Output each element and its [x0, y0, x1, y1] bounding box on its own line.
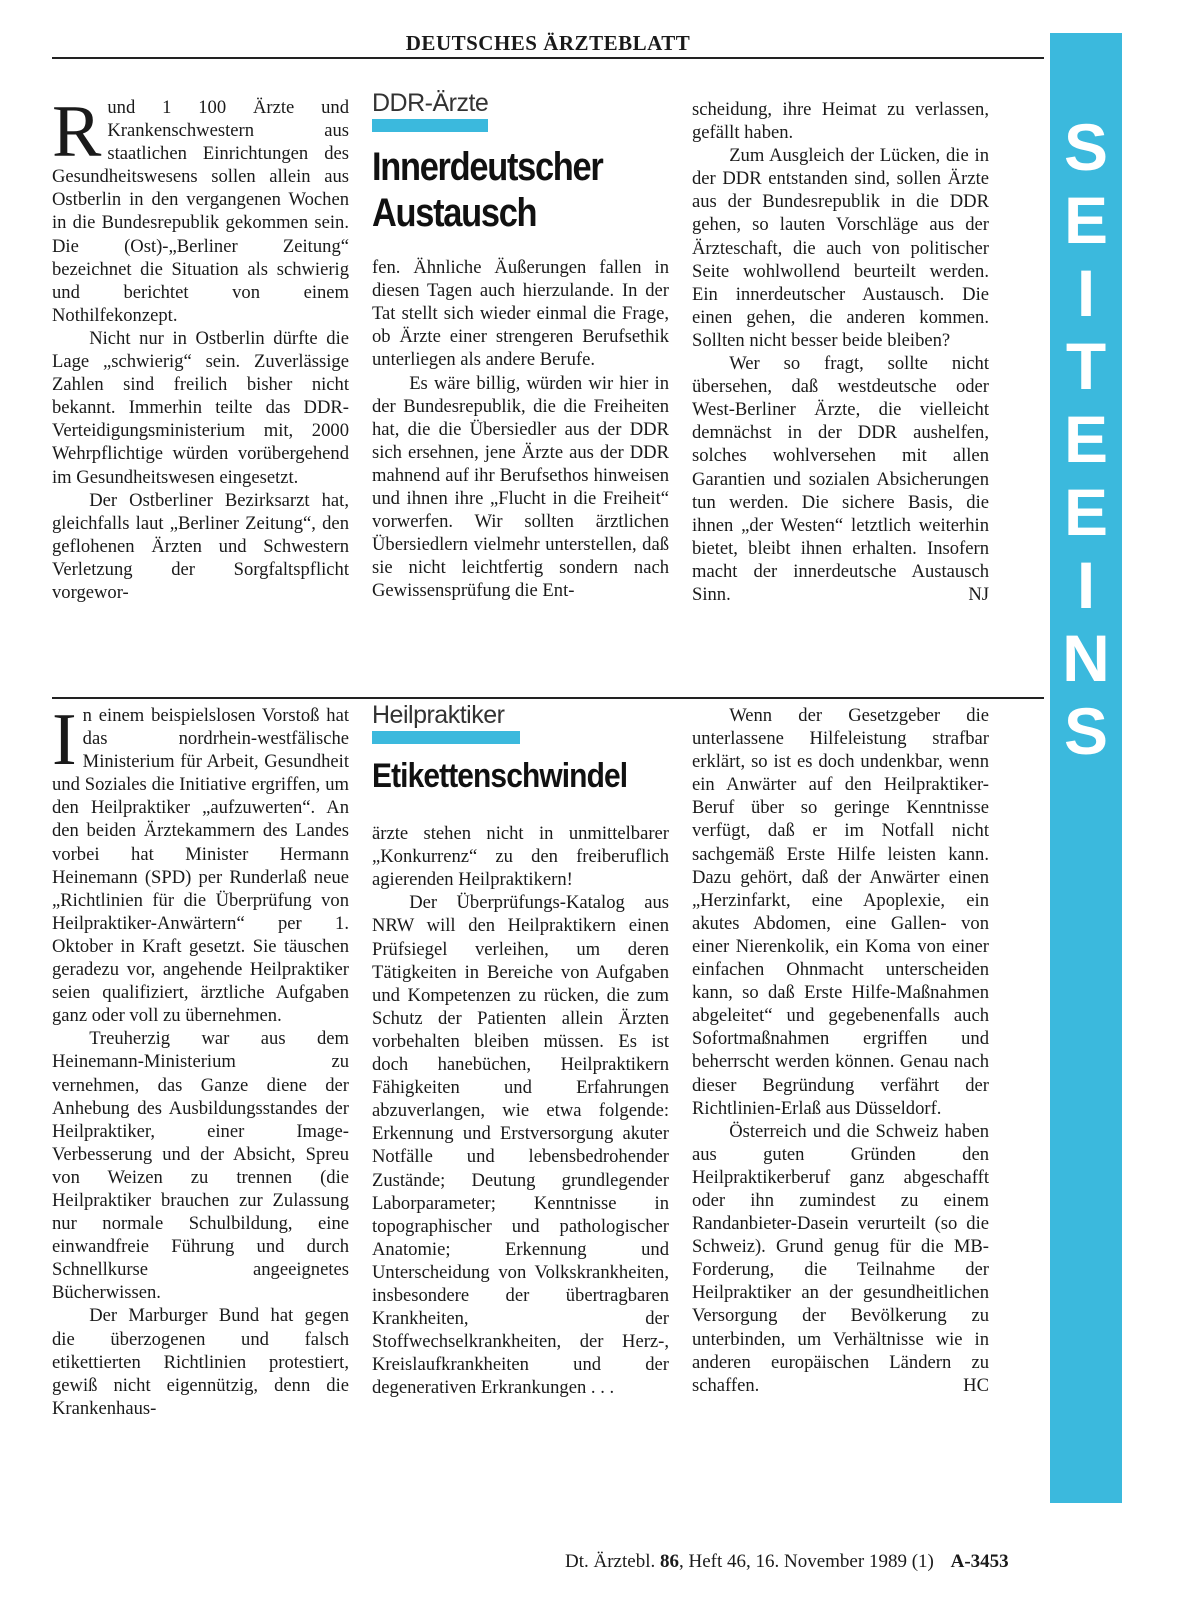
footer-journal: Dt. Ärztebl. — [565, 1551, 656, 1572]
article2-signature: HC — [963, 1374, 989, 1396]
article1-paragraph: Der Ostberliner Bezirksarzt hat, gleichfalls laut „Berliner Zeitung“, den geflohenen Ärzten und Schwestern Verletzung der Sorgfaltspflicht vorgewor- — [52, 489, 349, 603]
article1-paragraph: Es wäre billig, würden wir hier in der Bundesrepublik, die die Freiheiten hat, die die Übersiedler aus der DDR sich ersehnen, jene Ärzte aus der DDR mahnend auf ihr Berufsethos hinweisen und ihnen ihre „Flucht in die Freiheit“ vorwerfen. Wir sollten ärztlichen Übersiedlern vielmehr unterstellen, daß sie nicht leichtfertig sondern nach Gewissensprüfung die Ent- — [372, 372, 669, 602]
article1-paragraph: Zum Ausgleich der Lücken, die in der DDR entstanden sind, sollen Ärzte aus der Bundesrepublik in die DDR gehen, so lauten Vorschläge aus der Ärzteschaft, die auch von politischer Seite wohlwollend beurteilt werden. Ein innerdeutscher Austausch. Die einen gehen, die anderen kommen. Sollten nicht besser beide bleiben? — [692, 145, 989, 351]
article1-column3 — [692, 98, 989, 606]
article2-column2 — [372, 701, 669, 1399]
article2-paragraph: ärzte stehen nicht in unmittelbarer „Konkurrenz“ zu den freiberuflich agierenden Heilpraktikern! — [372, 823, 669, 891]
article2-paragraph: Treuherzig war aus dem Heinemann-Ministerium zu vernehmen, das Ganze diene der Anhebung des Ausbildungsstandes der Heilpraktiker, einer Image-Verbesserung und der Absicht, Spreu von Weizen zu trennen (die Heilpraktiker brauchen zur Zulassung nur normale Schulbildung, eine einwandfreie Führung und durch Schnellkurse angeeignetes Bücherwissen. — [52, 1028, 349, 1304]
footer-volume: 86 — [659, 1551, 679, 1572]
top-rule — [52, 57, 1044, 59]
article2-dropcap: I — [52, 699, 77, 781]
sidebar-letter: N — [1062, 621, 1110, 695]
sidebar-letter: T — [1065, 329, 1107, 403]
sidebar-letter: I — [1076, 256, 1096, 330]
article2-paragraph: Der Marburger Bund hat gegen die überzogenen und falsch etikettierten Richtlinien protestiert, gewiß nicht eigennützig, denn die Krankenhaus- — [52, 1305, 349, 1419]
article1-paragraph: scheidung, ihre Heimat zu verlassen, gefällt haben. — [692, 99, 989, 144]
sidebar-letter: E — [1063, 475, 1109, 549]
article1-paragraph: Nicht nur in Ostberlin dürfte die Lage „schwierig“ sein. Zuverlässige Zahlen sind freilich bisher nicht bekannt. Immerhin teilte das DDR-Verteidigungsministerium mit, 2000 Wehrpflichtige würden vorübergehend im Gesundheitswesen eingesetzt. — [52, 327, 349, 488]
article1-headline-line1: Innerdeutscher — [372, 145, 603, 190]
article1-paragraph: Wer so fragt, sollte nicht übersehen, daß westdeutsche oder West-Berliner Ärzte, die vielleicht demnächst in der DDR aushelfen, solches wohlversehen mit allen Garantien und sozialen Absicherungen tun werden. Die sichere Basis, die ihnen „der Westen“ letztlich weiterhin bietet, bleibt ihnen erhalten. Insofern macht der innerdeutsche Austausch Sinn. — [692, 353, 989, 605]
article2-paragraph: n einem beispielslosen Vorstoß hat das nordrhein-westfälische Ministerium für Arbeit, Gesundheit und Soziales die Initiative ergriffen, um den Heilpraktiker „aufzuwerten“. An den beiden Ärztekammern des Landes vorbei hat Minister Hermann Heinemann (SPD) per Runderlaß neue „Richtlinien für die Überprüfung von Heilpraktiker-Anwärtern“ per 1. Oktober in Kraft gesetzt. Sie täuschen geradezu vor, angehende Heilpraktiker seien qualifiziert, ärztliche Aufgaben ganz oder voll zu übernehmen. — [52, 705, 349, 1027]
sidebar-letter: E — [1063, 402, 1109, 476]
page-number: A-3453 — [950, 1551, 1009, 1572]
sidebar-letter: S — [1063, 694, 1109, 768]
article2-paragraph: Der Überprüfungs-Katalog aus NRW will den Heilpraktikern einen Prüfsiegel verleihen, um deren Tätigkeiten in Bereiche von Aufgaben und Kompetenzen zu rücken, die zum Schutz der Patienten allein Ärzten vorbehalten bleiben müssen. Es ist doch hanebüchen, Heilpraktikern Fähigkeiten und Erfahrungen abzuverlangen, wie etwa folgende: Erkennung und Erstversorgung akuter Notfälle und lebensbedrohender Zustände; Deutung grundlegender Laborparameter; Kenntnisse in topographischer und pathologischer Anatomie; Erkennung und Unterscheidung von Volkskrankheiten, insbesondere der übertragbaren Krankheiten, der Stoffwechselkrankheiten, der Herz-, Kreislaufkrankheiten und der degenerativen Erkrankungen . . . — [372, 892, 669, 1399]
footer-issue: , Heft 46, 16. November 1989 (1) — [678, 1551, 934, 1572]
article1-paragraph: und 1 100 Ärzte und Krankenschwestern aus staatlichen Einrichtungen des Gesundheitswesens sollen allein aus Ostberlin in den vergangenen Wochen in die Bundesrepublik gekommen sein. Die (Ost)-„Berliner Zeitung“ bezeichnet die Situation als schwierig und berichtet von einem Nothilfekonzept. — [52, 97, 349, 326]
article1-kicker: DDR-Ärzte — [372, 89, 489, 117]
masthead: DEUTSCHES ÄRZTEBLATT — [405, 31, 691, 55]
article2-kicker: Heilpraktiker — [372, 701, 505, 729]
seite-eins-sidebar — [1050, 33, 1122, 1503]
middle-rule — [52, 697, 1044, 699]
sidebar-letter: S — [1063, 110, 1109, 184]
article1-column1 — [52, 91, 349, 604]
sidebar-letter: I — [1076, 548, 1096, 622]
page-footer — [565, 1551, 1085, 1573]
article2-column3 — [692, 704, 989, 1397]
article2-paragraph: Wenn der Gesetzgeber die unterlassene Hilfeleistung strafbar erklärt, so ist es doch undenkbar, wenn ein Anwärter auf den Heilpraktiker-Beruf über so geringe Kenntnisse verfügt, daß er im Notfall nicht sachgemäß Erste Hilfe leisten kann. Dazu gehört, daß der Anwärter einen „Herzinfarkt, eine Apoplexie, ein akutes Abdomen, eine Gallen- von einer Nierenkolik, ein Koma von einer einfachen Ohnmacht unterscheiden kann, so daß Erste Hilfe-Maßnahmen abgeleitet“ und gegebenenfalls auch Sofortmaßnahmen ergriffen und beherrscht werden können. Genau nach dieser Begründung verfährt der Richtlinien-Erlaß aus Düsseldorf. — [692, 705, 989, 1119]
article1-dropcap: R — [52, 91, 102, 173]
article2-paragraph: Österreich und die Schweiz haben aus guten Gründen den Heilpraktikerberuf ganz abgeschafft oder ihn zumindest zu einem Randanbieter-Dasein verurteilt (so die Schweiz). Grund genug für die MB-Forderung, die Teilnahme der Heilpraktiker an der gesundheitlichen Versorgung der Bevölkerung zu unterbinden, um Verhältnisse wie in anderen europäischen Ländern zu schaffen. — [692, 1120, 989, 1396]
kicker-bar — [372, 731, 520, 744]
article1-signature: NJ — [968, 583, 989, 605]
article1-paragraph: fen. Ähnliche Äußerungen fallen in diesen Tagen auch hierzulande. In der Tat stellt sich wieder einmal die Frage, ob Ärzte einer strengeren Berufsethik unterliegen als andere Berufe. — [372, 257, 669, 371]
article2-column1 — [52, 699, 349, 1420]
article2-headline: Etikettenschwindel — [372, 757, 628, 796]
article1-headline-line2: Austausch — [372, 191, 537, 236]
sidebar-letter: E — [1063, 183, 1109, 257]
kicker-bar — [372, 119, 488, 132]
article1-column2 — [372, 89, 669, 603]
